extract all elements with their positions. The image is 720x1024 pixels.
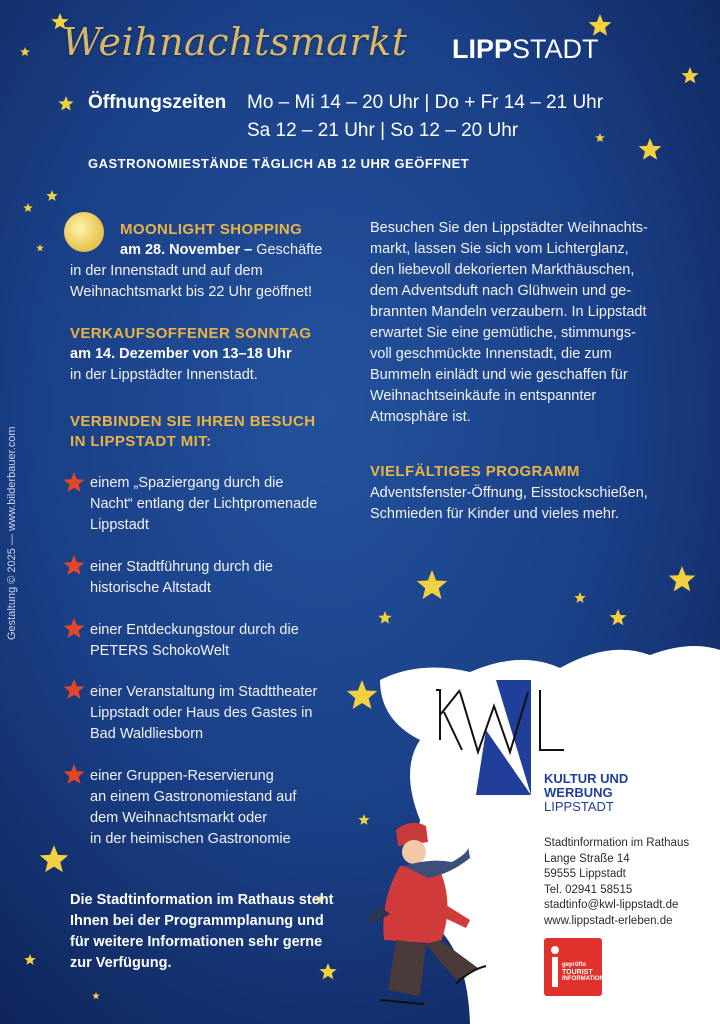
moonlight-line-3: Weihnachtsmarkt bis 22 Uhr geöffnet! — [70, 284, 313, 300]
moonlight-heading: MOONLIGHT SHOPPING — [120, 221, 303, 238]
combine-heading-1: VERBINDEN SIE IHREN BESUCH — [70, 413, 316, 430]
kwl-text: KULTUR UND WERBUNG LIPPSTADT — [544, 771, 629, 814]
program-text: Adventsfenster-Öffnung, Eisstockschießen, Schmieden für Kinder und vieles mehr. — [370, 485, 648, 522]
list-item: einer Veranstaltung im Stadttheater Lippstadt oder Haus des Gastes in Bad Waldliesborn — [90, 684, 318, 742]
tourist-badge-text: geprüfte TOURIST INFORMATION — [562, 962, 604, 982]
combine-heading-2: IN LIPPSTADT MIT: — [70, 433, 212, 450]
list-item: einer Stadtführung durch die historische Altstadt — [90, 559, 273, 596]
sunday-date: am 14. Dezember von 13–18 Uhr — [70, 346, 292, 362]
closing-text: Die Stadtinformation im Rathaus steht Ihnen bei der Programmplanung und für weitere Informationen sehr gerne zur Verfügung. — [70, 892, 334, 971]
hours-label: Öffnungszeiten — [88, 92, 227, 113]
list-item: einem „Spaziergang durch die Nacht“ entlang der Lichtpromenade Lippstadt — [90, 475, 318, 533]
sunday-text: in der Lippstädter Innenstadt. — [70, 367, 258, 383]
moonlight-line-1: am 28. November – Geschäfte — [120, 242, 323, 258]
sunday-heading: VERKAUFSOFFENER SONNTAG — [70, 325, 312, 342]
list-item: einer Gruppen-Reservierung an einem Gastronomiestand auf dem Weihnachtsmarkt oder in der heimischen Gastronomie — [90, 768, 297, 847]
gastro-note: GASTRONOMIESTÄNDE TÄGLICH AB 12 UHR GEÖFFNET — [88, 156, 470, 171]
hours-line-2: Sa 12 – 21 Uhr | So 12 – 20 Uhr — [247, 120, 519, 141]
program-heading: VIELFÄLTIGES PROGRAMM — [370, 463, 580, 480]
contact-block: Stadtinformation im Rathaus Lange Straße 14 59555 Lippstadt Tel. 02941 58515 stadtinfo@kwl-lippstadt.de www.lippstadt-erleben.de — [544, 837, 690, 927]
design-credit: Gestaltung © 2025 — www.bilderbauer.com — [6, 426, 18, 640]
title-city: LIPPSTADT — [452, 34, 599, 64]
title-script: Weihnachtsmarkt — [62, 20, 408, 64]
moon-icon — [64, 212, 104, 252]
list-item: einer Entdeckungstour durch die PETERS SchokoWelt — [90, 622, 299, 659]
moonlight-line-2: in der Innenstadt und auf dem — [70, 263, 263, 279]
hours-line-1: Mo – Mi 14 – 20 Uhr | Do + Fr 14 – 21 Uhr — [247, 92, 604, 113]
intro-text: Besuchen Sie den Lippstädter Weihnachts- markt, lassen Sie sich vom Lichterglanz, den liebevoll dekorierten Markthäuschen, dem Adventsduft nach Glühwein und ge- brannten Mandeln verzaubern. In Lippstadt erwartet Sie eine gemütliche, stimmungs- voll geschmückte Innenstadt, die zum Bummeln einlädt und wie geschaffen für Weihnachtseinkäufe in entspannter Atmosphäre ist. — [370, 220, 648, 425]
